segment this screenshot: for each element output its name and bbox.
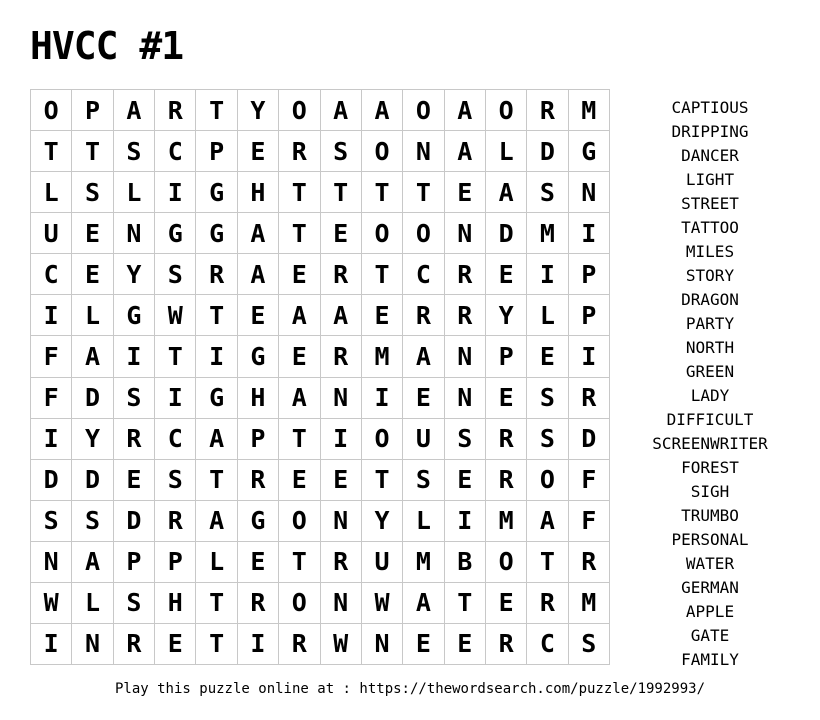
grid-cell[interactable]: O	[527, 460, 568, 501]
grid-cell[interactable]: S	[321, 131, 362, 172]
grid-cell[interactable]: B	[445, 542, 486, 583]
grid-cell[interactable]: O	[362, 213, 403, 254]
grid-cell[interactable]: G	[238, 501, 279, 542]
grid-cell[interactable]: T	[72, 131, 113, 172]
grid-cell[interactable]: O	[486, 542, 527, 583]
grid-cell[interactable]: S	[403, 460, 444, 501]
grid-cell[interactable]: N	[321, 378, 362, 419]
grid-cell[interactable]: R	[486, 460, 527, 501]
grid-cell[interactable]: A	[486, 172, 527, 213]
grid-cell[interactable]: Y	[238, 90, 279, 131]
word-list-item: TATTOO	[681, 218, 739, 237]
grid-cell[interactable]: T	[279, 542, 320, 583]
grid-cell[interactable]: S	[569, 624, 610, 665]
grid-cell[interactable]: T	[403, 172, 444, 213]
word-list-item: TRUMBO	[681, 506, 739, 525]
grid-cell[interactable]: O	[279, 501, 320, 542]
grid-cell[interactable]: R	[279, 131, 320, 172]
grid-cell[interactable]: L	[527, 295, 568, 336]
grid-cell[interactable]: A	[279, 295, 320, 336]
grid-cell[interactable]: P	[155, 542, 196, 583]
grid-cell[interactable]: E	[486, 254, 527, 295]
grid-cell[interactable]: I	[569, 213, 610, 254]
grid-cell[interactable]: R	[527, 90, 568, 131]
grid-cell[interactable]: E	[238, 542, 279, 583]
grid-cell[interactable]: R	[486, 624, 527, 665]
word-list-item: DANCER	[681, 146, 739, 165]
grid-cell[interactable]: H	[155, 583, 196, 624]
grid-cell[interactable]: R	[486, 419, 527, 460]
grid-cell[interactable]: Y	[72, 419, 113, 460]
grid-cell[interactable]: E	[362, 295, 403, 336]
grid-cell[interactable]: D	[114, 501, 155, 542]
grid-cell[interactable]: E	[72, 213, 113, 254]
grid-cell[interactable]: A	[445, 90, 486, 131]
grid-cell[interactable]: R	[569, 542, 610, 583]
grid-cell[interactable]: O	[279, 90, 320, 131]
grid-cell[interactable]: T	[196, 583, 237, 624]
grid-cell[interactable]: D	[31, 460, 72, 501]
grid-cell[interactable]: G	[155, 213, 196, 254]
grid-cell[interactable]: G	[196, 172, 237, 213]
grid-cell[interactable]: C	[155, 419, 196, 460]
grid-cell[interactable]: E	[238, 131, 279, 172]
grid-cell[interactable]: E	[155, 624, 196, 665]
grid-cell[interactable]: E	[279, 254, 320, 295]
grid-cell[interactable]: S	[72, 501, 113, 542]
grid-cell[interactable]: M	[362, 336, 403, 377]
grid-cell[interactable]: R	[321, 254, 362, 295]
grid-cell[interactable]: Y	[486, 295, 527, 336]
grid-cell[interactable]: W	[321, 624, 362, 665]
grid-cell[interactable]: D	[486, 213, 527, 254]
word-list-item: LADY	[690, 386, 730, 405]
grid-cell[interactable]: P	[569, 295, 610, 336]
word-list-item: PARTY	[685, 314, 735, 333]
grid-cell[interactable]: T	[362, 460, 403, 501]
grid-cell[interactable]: R	[279, 624, 320, 665]
grid-cell[interactable]: S	[72, 172, 113, 213]
grid-cell[interactable]: O	[403, 213, 444, 254]
grid-cell[interactable]: S	[155, 254, 196, 295]
grid-cell[interactable]: P	[114, 542, 155, 583]
grid-cell[interactable]: G	[238, 336, 279, 377]
word-list-item: GREEN	[685, 362, 735, 381]
puzzle-title: HVCC #1	[30, 24, 184, 68]
grid-cell[interactable]: N	[114, 213, 155, 254]
grid-cell[interactable]: T	[196, 460, 237, 501]
grid-cell[interactable]: L	[486, 131, 527, 172]
grid-cell[interactable]: A	[238, 254, 279, 295]
grid-cell[interactable]: M	[403, 542, 444, 583]
grid-cell[interactable]: T	[155, 336, 196, 377]
grid-cell[interactable]: E	[114, 460, 155, 501]
grid-cell[interactable]: I	[31, 295, 72, 336]
word-list-item: FAMILY	[681, 650, 739, 669]
grid-cell[interactable]: R	[527, 583, 568, 624]
grid-cell[interactable]: N	[569, 172, 610, 213]
grid-cell[interactable]: A	[196, 501, 237, 542]
word-list-item: DRIPPING	[671, 122, 749, 141]
grid-cell[interactable]: N	[403, 131, 444, 172]
grid-cell[interactable]: M	[569, 90, 610, 131]
grid-cell[interactable]: R	[155, 501, 196, 542]
word-list-item: APPLE	[685, 602, 735, 621]
grid-cell[interactable]: A	[321, 90, 362, 131]
grid-cell[interactable]: S	[445, 419, 486, 460]
grid-cell[interactable]: D	[72, 460, 113, 501]
grid-cell[interactable]: D	[569, 419, 610, 460]
grid-cell[interactable]: E	[486, 583, 527, 624]
grid-cell[interactable]: S	[114, 131, 155, 172]
grid-cell[interactable]: T	[445, 583, 486, 624]
grid-cell[interactable]: P	[238, 419, 279, 460]
grid-cell[interactable]: R	[238, 583, 279, 624]
grid-cell[interactable]: I	[155, 378, 196, 419]
word-list-item: STREET	[681, 194, 739, 213]
grid-cell[interactable]: A	[445, 131, 486, 172]
grid-cell[interactable]: L	[72, 583, 113, 624]
grid-cell[interactable]: F	[569, 501, 610, 542]
grid-cell[interactable]: E	[445, 460, 486, 501]
grid-cell[interactable]: I	[238, 624, 279, 665]
grid-cell[interactable]: L	[72, 295, 113, 336]
grid-cell[interactable]: E	[238, 295, 279, 336]
grid-cell[interactable]: A	[279, 378, 320, 419]
grid-cell[interactable]: M	[569, 583, 610, 624]
grid-cell[interactable]: T	[31, 131, 72, 172]
grid-cell[interactable]: D	[527, 131, 568, 172]
grid-cell[interactable]: I	[321, 419, 362, 460]
grid-cell[interactable]: F	[31, 336, 72, 377]
grid-cell[interactable]: E	[321, 213, 362, 254]
word-list-item: GATE	[690, 626, 730, 645]
grid-cell[interactable]: R	[569, 378, 610, 419]
grid-cell[interactable]: A	[527, 501, 568, 542]
grid-cell[interactable]: G	[114, 295, 155, 336]
grid-cell[interactable]: A	[321, 295, 362, 336]
grid-cell[interactable]: A	[72, 542, 113, 583]
word-list-item: LIGHT	[685, 170, 735, 189]
word-list-item: SCREENWRITER	[652, 434, 768, 453]
word-list-item: WATER	[685, 554, 735, 573]
grid-cell[interactable]: S	[527, 172, 568, 213]
grid-cell[interactable]: Y	[362, 501, 403, 542]
grid-cell[interactable]: O	[279, 583, 320, 624]
word-list-item: NORTH	[685, 338, 735, 357]
letter-grid	[30, 89, 610, 665]
word-list	[640, 96, 780, 672]
grid-cell[interactable]: O	[403, 90, 444, 131]
word-list-item: CAPTIOUS	[671, 98, 749, 117]
grid-cell[interactable]: W	[155, 295, 196, 336]
grid-cell[interactable]: C	[403, 254, 444, 295]
grid-cell[interactable]: T	[527, 542, 568, 583]
grid-cell[interactable]: I	[155, 172, 196, 213]
grid-cell[interactable]: T	[196, 295, 237, 336]
grid-cell[interactable]: L	[114, 172, 155, 213]
grid-cell[interactable]: I	[196, 336, 237, 377]
grid-cell[interactable]: R	[445, 254, 486, 295]
grid-cell[interactable]: G	[569, 131, 610, 172]
grid-cell[interactable]: I	[114, 336, 155, 377]
grid-cell[interactable]: S	[114, 378, 155, 419]
grid-cell[interactable]: A	[72, 336, 113, 377]
grid-cell[interactable]: R	[321, 336, 362, 377]
grid-cell[interactable]: L	[31, 172, 72, 213]
grid-cell[interactable]: E	[321, 460, 362, 501]
grid-cell[interactable]: W	[362, 583, 403, 624]
grid-cell[interactable]: T	[362, 254, 403, 295]
grid-cell[interactable]: R	[445, 295, 486, 336]
grid-cell[interactable]: I	[527, 254, 568, 295]
grid-cell[interactable]: E	[403, 624, 444, 665]
grid-cell[interactable]: T	[321, 172, 362, 213]
grid-cell[interactable]: S	[31, 501, 72, 542]
grid-cell[interactable]: R	[403, 295, 444, 336]
word-list-item: MILES	[685, 242, 735, 261]
grid-cell[interactable]: T	[279, 213, 320, 254]
grid-cell[interactable]: E	[279, 460, 320, 501]
grid-cell[interactable]: M	[486, 501, 527, 542]
grid-cell[interactable]: S	[155, 460, 196, 501]
grid-cell[interactable]: N	[445, 378, 486, 419]
grid-cell[interactable]: I	[31, 624, 72, 665]
grid-cell[interactable]: S	[527, 419, 568, 460]
grid-cell[interactable]: M	[527, 213, 568, 254]
grid-cell[interactable]: T	[196, 90, 237, 131]
grid-cell[interactable]: T	[279, 172, 320, 213]
grid-cell[interactable]: A	[238, 213, 279, 254]
footer-text: Play this puzzle online at : https://thewordsearch.com/puzzle/1992993/	[114, 681, 705, 697]
grid-cell[interactable]: I	[31, 419, 72, 460]
grid-cell[interactable]: N	[445, 213, 486, 254]
word-list-item: STORY	[685, 266, 735, 285]
grid-cell[interactable]: U	[403, 419, 444, 460]
grid-cell[interactable]: A	[196, 419, 237, 460]
grid-cell[interactable]: H	[238, 378, 279, 419]
grid-cell[interactable]: A	[114, 90, 155, 131]
grid-cell[interactable]: N	[321, 583, 362, 624]
grid-cell[interactable]: L	[196, 542, 237, 583]
grid-cell[interactable]: S	[114, 583, 155, 624]
grid-cell[interactable]: N	[445, 336, 486, 377]
grid-cell[interactable]: F	[569, 460, 610, 501]
grid-cell[interactable]: D	[72, 378, 113, 419]
grid-cell[interactable]: I	[362, 378, 403, 419]
grid-cell[interactable]: O	[362, 131, 403, 172]
grid-cell[interactable]: O	[31, 90, 72, 131]
grid-cell[interactable]: F	[31, 378, 72, 419]
grid-cell[interactable]: A	[403, 583, 444, 624]
grid-cell[interactable]: R	[114, 419, 155, 460]
grid-cell[interactable]: L	[403, 501, 444, 542]
grid-cell[interactable]: N	[72, 624, 113, 665]
grid-cell[interactable]: R	[321, 542, 362, 583]
grid-cell[interactable]: U	[362, 542, 403, 583]
grid-cell[interactable]: C	[527, 624, 568, 665]
word-list-item: FOREST	[681, 458, 739, 477]
grid-cell[interactable]: W	[31, 583, 72, 624]
grid-cell[interactable]: A	[403, 336, 444, 377]
word-list-item: DRAGON	[681, 290, 739, 309]
grid-cell[interactable]: U	[31, 213, 72, 254]
grid-cell[interactable]: H	[238, 172, 279, 213]
grid-cell[interactable]: E	[72, 254, 113, 295]
grid-cell[interactable]: G	[196, 378, 237, 419]
word-list-item: SIGH	[690, 482, 730, 501]
grid-cell[interactable]: P	[196, 131, 237, 172]
grid-cell[interactable]: R	[238, 460, 279, 501]
grid-cell[interactable]: Y	[114, 254, 155, 295]
grid-cell[interactable]: T	[362, 172, 403, 213]
grid-cell[interactable]: E	[445, 172, 486, 213]
grid-cell[interactable]: R	[155, 90, 196, 131]
grid-cell[interactable]: P	[486, 336, 527, 377]
grid-cell[interactable]: P	[72, 90, 113, 131]
grid-cell[interactable]: N	[362, 624, 403, 665]
grid-cell[interactable]: R	[114, 624, 155, 665]
grid-cell[interactable]: E	[486, 378, 527, 419]
grid-cell[interactable]: A	[362, 90, 403, 131]
grid-cell[interactable]: T	[279, 419, 320, 460]
grid-cell[interactable]: R	[196, 254, 237, 295]
grid-cell[interactable]: E	[445, 624, 486, 665]
grid-cell[interactable]: P	[569, 254, 610, 295]
grid-cell[interactable]: E	[403, 378, 444, 419]
word-list-item: GERMAN	[681, 578, 739, 597]
grid-cell[interactable]: O	[486, 90, 527, 131]
grid-cell[interactable]: T	[196, 624, 237, 665]
grid-cell[interactable]: S	[527, 378, 568, 419]
grid-cell[interactable]: O	[362, 419, 403, 460]
grid-cell[interactable]: C	[155, 131, 196, 172]
grid-cell[interactable]: I	[445, 501, 486, 542]
grid-cell[interactable]: C	[31, 254, 72, 295]
word-list-item: DIFFICULT	[666, 410, 754, 429]
word-list-item: PERSONAL	[671, 530, 749, 549]
grid-cell[interactable]: N	[31, 542, 72, 583]
grid-cell[interactable]: E	[279, 336, 320, 377]
grid-cell[interactable]: G	[196, 213, 237, 254]
grid-cell[interactable]: N	[321, 501, 362, 542]
grid-cell[interactable]: I	[569, 336, 610, 377]
grid-cell[interactable]: E	[527, 336, 568, 377]
